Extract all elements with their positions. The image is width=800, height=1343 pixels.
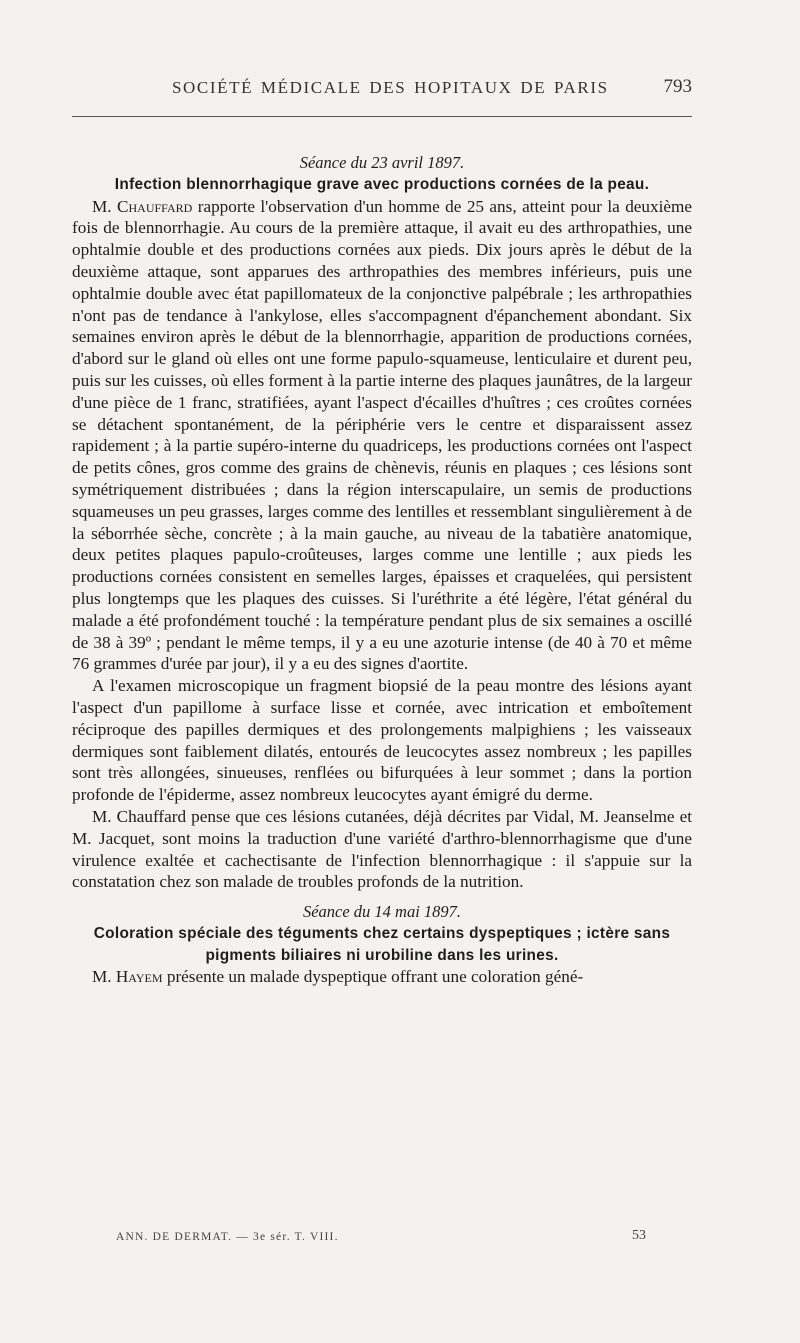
session-date-2: Séance du 14 mai 1897.: [302, 902, 462, 922]
paragraph-text: présente un malade dyspeptique offrant une coloration géné-: [162, 967, 584, 987]
paragraph-text: rapporte l'observation d'un homme de 25 ans, atteint pour la deuxième fois de blennorrhagie. Au cours de la première attaque, il avait eu des arthropathies, une ophtalmie double et des productions cornées aux pieds. Dix jours après le début de la deuxième attaque, sont apparues des arthropathies des membres inférieurs, puis une ophtalmie double avec état papillomateux de la conjonctive palpébrale ; les arthropathies n'ont pas de tendance à l'ankylose, elles s'accompagnent d'épanchement abondant. Six semaines environ après le début de la blennorrhagie, apparition de productions cornées, d'abord sur le gland où elles ont une forme papulo-squameuse, lenticulaire et durent peu, puis sur les cuisses, où elles forment à la partie interne des plaques jaunâtres, de la largeur d'une pièce de 1 franc, stratifiées, ayant l'aspect d'écailles d'huîtres ; ces croûtes cornées se détachent spontanément, de la périphérie vers le centre et disparaissent assez rapidement ; à la partie supéro-interne du quadriceps, les productions cornées ont l'aspect de petits cônes, gros comme des grains de chènevis, réunis en plaques ; ces lésions sont symétriquement distribuées ; dans la région interscapulaire, un semis de productions squameuses un peu grasses, larges comme des lentilles et ressemblant singulièrement à de la séborrhée sèche, concrète ; à la main gauche, au niveau de la tabatière anatomique, deux petites plaques papulo-croûteuses, larges comme une lentille ; aux pieds les productions cornées consistent en semelles larges, épaisses et craquelées, qui persistent plus longtemps que les plaques des cuisses. Si l'uréthrite a été légère, l'état général du malade a été profondément touché : la température pendant plus de six semaines a oscillé de 38 à 39º ; pendant le même temps, il y a eu une azoturie intense (de 40 à 70 et même 76 grammes d'urée par jour), il y a eu des signes d'aortite.: [72, 196, 693, 674]
paragraph-hayem: [72, 966, 692, 988]
journal-signature: ANN. DE DERMAT. — 3e sér. T. VIII.: [116, 1231, 339, 1243]
paragraph-conclusion: M. Chauffard pense que ces lésions cutanées, déjà décrites par Vidal, M. Jeanselme et M. Jacquet, sont moins la traduction d'une variété d'arthro-blennorrhagisme que d'une virulence exaltée et cachectisante de l'infection blennorrhagique : il s'appuie sur la constatation chez son malade de troubles profonds de la nutrition.: [72, 806, 692, 892]
paragraph-chauffard-observation: [72, 196, 692, 676]
header-rule: [72, 116, 692, 117]
sheet-number: 53: [632, 1228, 646, 1243]
paragraph-prefix: M.: [92, 967, 112, 987]
session-date-1: Séance du 23 avril 1897.: [299, 153, 465, 172]
section-heading-2: Coloration spéciale des téguments chez certains dyspeptiques ; ictère sans pigments biliaires ni urobiline dans les urines.: [93, 924, 671, 964]
page-number: 793: [663, 76, 692, 97]
author-name: Hayem: [115, 967, 163, 987]
running-head: [72, 78, 692, 104]
page-footer: [116, 1228, 646, 1248]
running-title: SOCIÉTÉ MÉDICALE DES HOPITAUX DE PARIS: [172, 78, 609, 97]
paragraph-prefix: M.: [92, 196, 112, 216]
section-heading-1: Infection blennorrhagique grave avec productions cornées de la peau.: [114, 175, 650, 193]
paragraph-microscopy: A l'examen microscopique un fragment biopsié de la peau montre des lésions ayant l'aspect d'un papillome à surface lisse et cornée, avec intrication et emboîtement réciproque des papilles dermiques et des prolongements malpighiens ; les vaisseaux dermiques sont faiblement dilatés, entourés de leucocytes assez nombreux ; les papilles sont très allongées, sinueuses, renflées ou bifurquées à leur sommet ; dans la portion profonde de l'épiderme, assez nombreux leucocytes ayant émigré du derme.: [72, 676, 692, 805]
section-spacer: [72, 893, 692, 901]
article-body: [72, 152, 692, 988]
author-name: Chauffard: [117, 196, 193, 216]
